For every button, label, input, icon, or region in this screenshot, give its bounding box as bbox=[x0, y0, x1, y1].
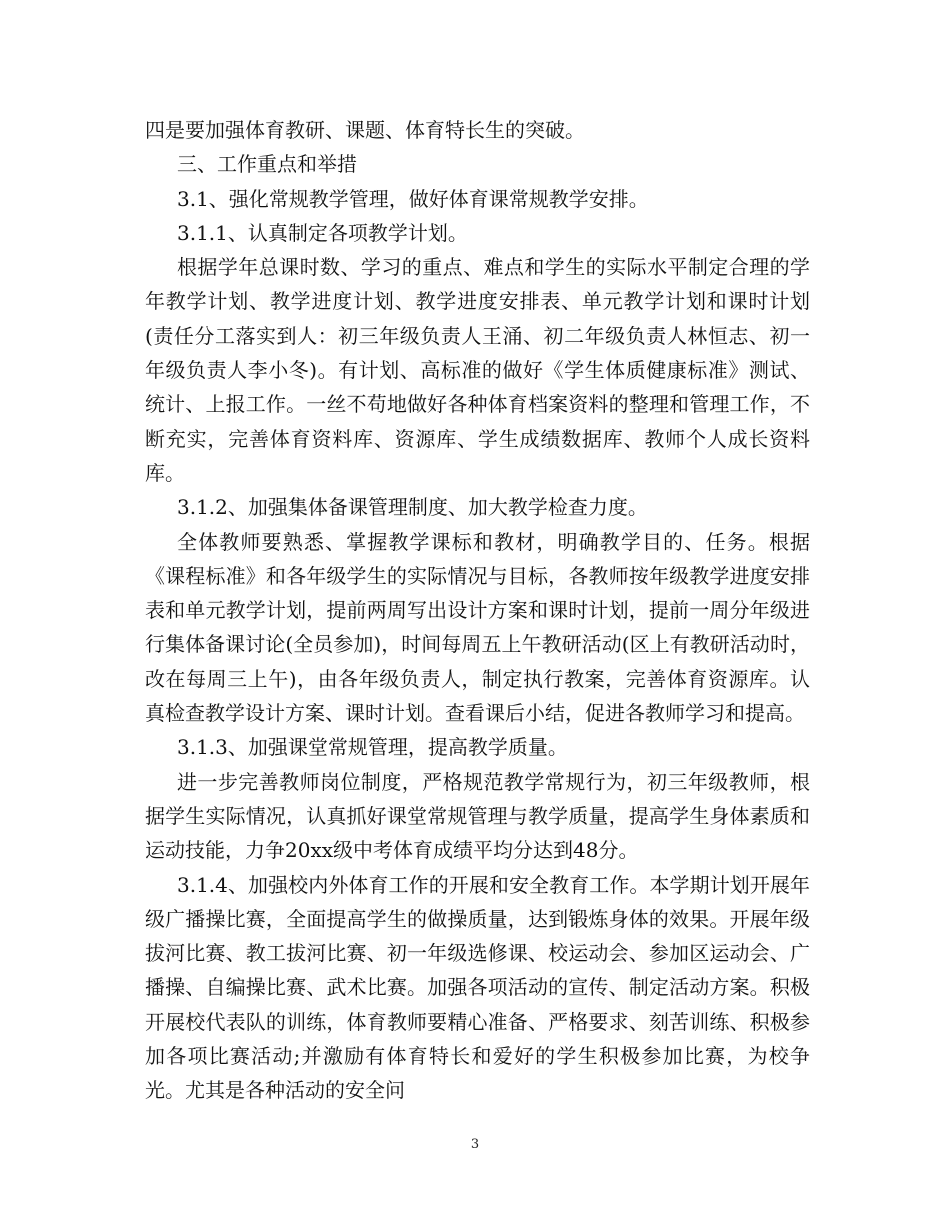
subsection-heading: 3.1.2、加强集体备课管理制度、加大教学检查力度。 bbox=[177, 495, 648, 520]
subsection-heading: 3.1.1、认真制定各项教学计划。 bbox=[177, 220, 468, 245]
document-body bbox=[145, 113, 810, 1108]
section-heading: 三、工作重点和举措 bbox=[177, 152, 357, 177]
subsection-heading: 3.1、强化常规教学管理，做好体育课常规教学安排。 bbox=[177, 186, 649, 211]
subsection-heading: 3.1.3、加强课堂常规管理，提高教学质量。 bbox=[177, 735, 568, 760]
paragraph: 全体教师要熟悉、掌握教学课标和教材，明确教学目的、任务。根据《课程标准》和各年级学生的实际情况与目标，各教师按年级教学进度安排表和单元教学计划，提前两周写出设计方案和课时计划，提前一周分年级进行集体备课讨论(全员参加)，时间每周五上午教研活动(区上有教研活动时，改在每周三上午)，由各年级负责人，制定执行教案，完善体育资源库。认真检查教学设计方案、课时计划。查看课后小结，促进各教师学习和提高。 bbox=[145, 529, 810, 726]
paragraph: 3.1.4、加强校内外体育工作的开展和安全教育工作。本学期计划开展年级广播操比赛，全面提高学生的做操质量，达到锻炼身体的效果。开展年级拔河比赛、教工拔河比赛、初一年级选修课、校运动会、参加区运动会、广播操、自编操比赛、武术比赛。加强各项活动的宣传、制定活动方案。积极开展校代表队的训练，体育教师要精心准备、严格要求、刻苦训练、积极参加各项比赛活动;并激励有体育特长和爱好的学生积极参加比赛，为校争光。尤其是各种活动的安全问 bbox=[145, 872, 810, 1103]
paragraph: 四是要加强体育教研、课题、体育特长生的突破。 bbox=[145, 118, 585, 142]
paragraph: 进一步完善教师岗位制度，严格规范教学常规行为，初三年级教师，根据学生实际情况，认真抓好课堂常规管理与教学质量，提高学生身体素质和运动技能，力争20xx级中考体育成绩平均分达到48分。 bbox=[145, 769, 810, 863]
page-number: 3 bbox=[470, 1137, 480, 1152]
paragraph: 根据学年总课时数、学习的重点、难点和学生的实际水平制定合理的学年教学计划、教学进度计划、教学进度安排表、单元教学计划和课时计划(责任分工落实到人：初三年级负责人王涌、初二年级负责人林恒志、初一年级负责人李小冬)。有计划、高标准的做好《学生体质健康标准》测试、统计、上报工作。一丝不苟地做好各种体育档案资料的整理和管理工作，不断充实，完善体育资料库、资源库、学生成绩数据库、教师个人成长资料库。 bbox=[145, 255, 810, 485]
